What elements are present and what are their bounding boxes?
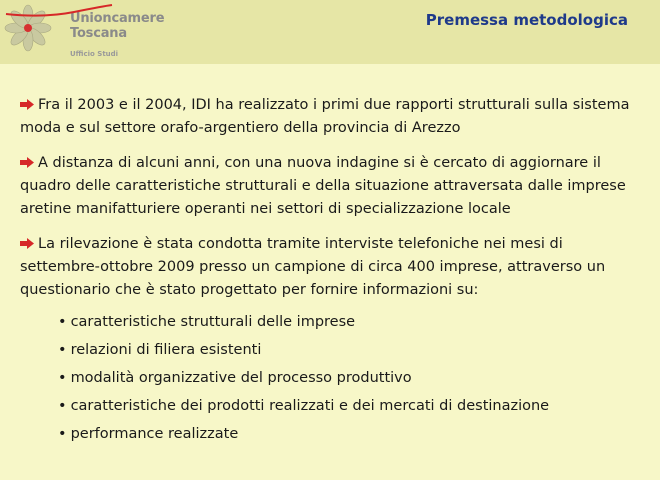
bullet-icon: • (58, 426, 67, 442)
bullet-icon: • (58, 342, 67, 358)
arrow-right-icon (20, 238, 34, 249)
list-item (58, 308, 640, 336)
paragraph-text: A distanza di alcuni anni, con una nuova indagine si è cercato di aggiornare il quadro delle caratteristiche strutturali e della situazione attraversata dalle imprese aretine manifatturiere operanti nei settori di specializzazione locale (20, 155, 626, 217)
page-title: Premessa metodologica (425, 11, 628, 29)
list-item-text: caratteristiche dei prodotti realizzati e dei mercati di destinazione (70, 398, 550, 414)
list-item-text: modalità organizzative del processo produttivo (70, 370, 412, 386)
bullet-icon: • (58, 398, 67, 414)
logo-name-line1: Unioncamere (70, 11, 165, 26)
paragraph-text: Fra il 2003 e il 2004, IDI ha realizzato i primi due rapporti strutturali sulla sistema moda e sul settore orafo-argentiero della provincia di Arezzo (20, 97, 630, 136)
list-item (58, 420, 640, 448)
slide-content (20, 94, 640, 448)
logo-name-line2: Toscana (70, 26, 127, 41)
list-item-text: performance realizzate (70, 426, 239, 442)
list-item (58, 392, 640, 420)
unioncamere-logo (4, 4, 184, 62)
paragraph-text: La rilevazione è stata condotta tramite interviste telefoniche nei mesi di settembre-ottobre 2009 presso un campione di circa 400 imprese, attraverso un questionario che è stato progettato per fornire informazioni su: (20, 236, 606, 298)
arrow-right-icon (20, 99, 34, 110)
logo-swoosh-icon (4, 4, 114, 18)
list-item-text: caratteristiche strutturali delle imprese (70, 314, 356, 330)
paragraph (20, 233, 640, 302)
logo-subtitle: Ufficio Studi (70, 50, 119, 58)
bullet-list (58, 308, 640, 448)
bullet-icon: • (58, 314, 67, 330)
bullet-icon: • (58, 370, 67, 386)
paragraph (20, 94, 640, 140)
list-item (58, 364, 640, 392)
list-item (58, 336, 640, 364)
arrow-right-icon (20, 157, 34, 168)
list-item-text: relazioni di filiera esistenti (70, 342, 262, 358)
paragraph (20, 152, 640, 221)
